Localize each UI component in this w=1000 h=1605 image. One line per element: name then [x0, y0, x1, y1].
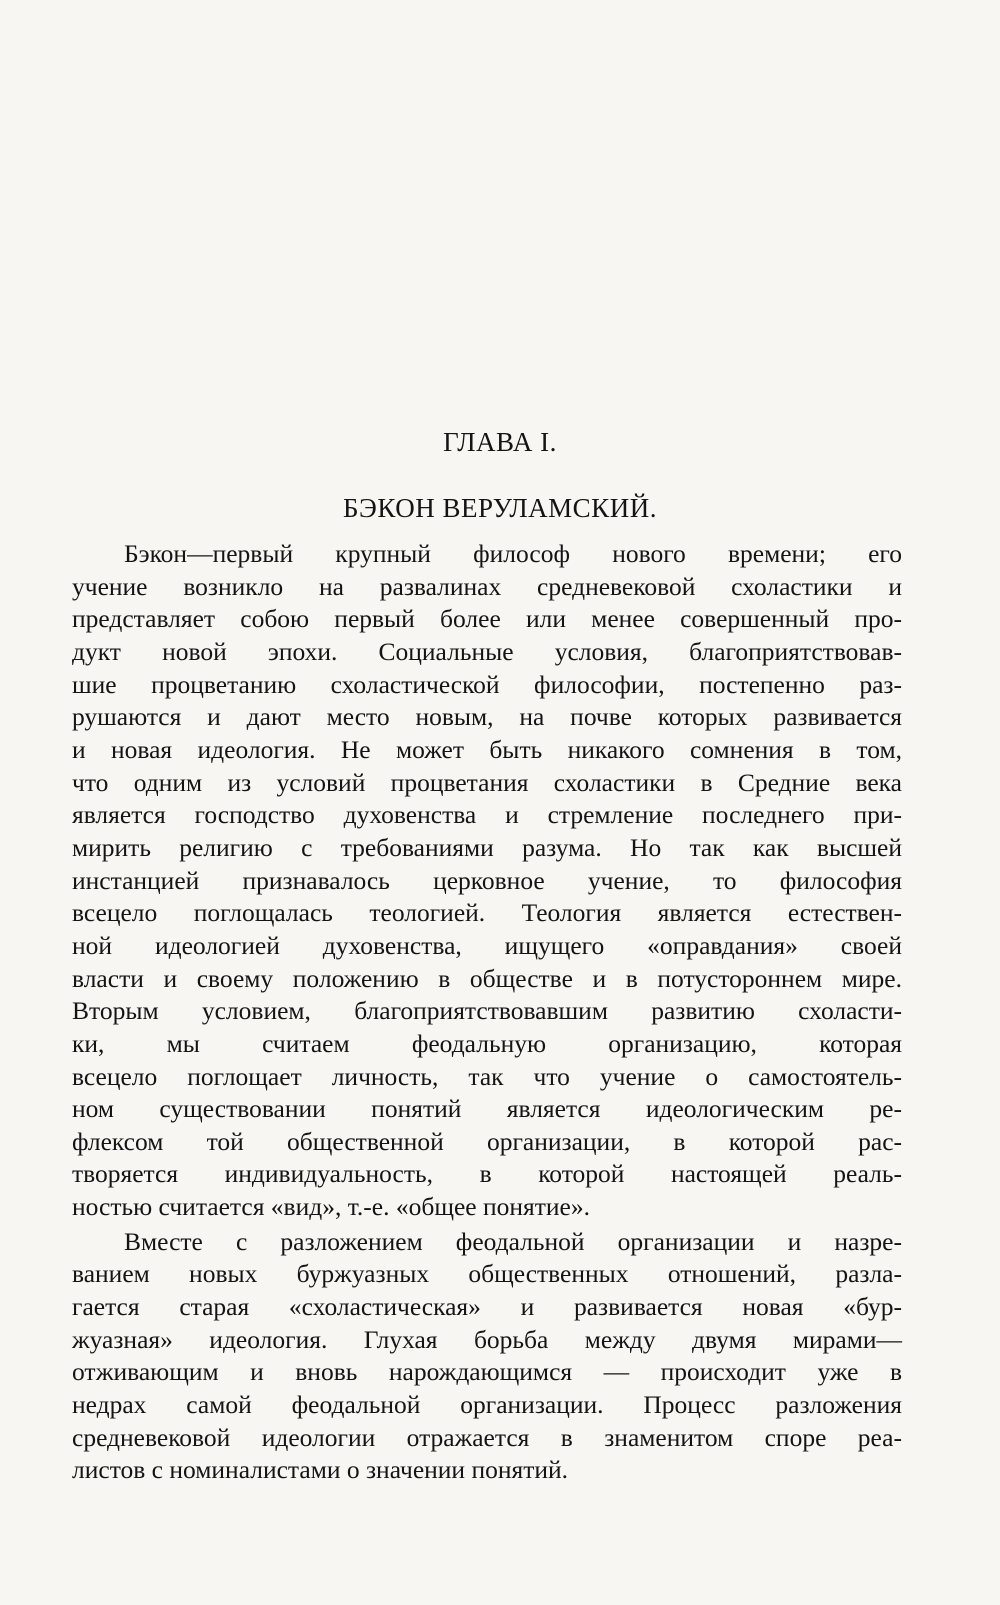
text-line: средневековой идеологии отражается в знаменитом споре реа-: [72, 1422, 902, 1452]
paragraph-1: [72, 538, 902, 1224]
text-line: и новая идеология. Не может быть никакого сомнения в том,: [72, 734, 902, 764]
text-line: является господство духовенства и стремление последнего при-: [72, 800, 902, 830]
text-line: творяется индивидуальность, в которой настоящей реаль-: [72, 1159, 902, 1189]
text-line: власти и своему положению в обществе и в потустороннем мире.: [72, 963, 902, 993]
text-line: инстанцией признавалось церковное учение, то философия: [72, 865, 902, 895]
text-line: Бэкон—первый крупный философ нового времени; его: [124, 539, 902, 568]
text-line: отживающим и вновь нарождающимся — происходит уже в: [72, 1357, 902, 1387]
text-line: всецело поглощает личность, так что учение о самостоятель-: [72, 1061, 902, 1091]
chapter-heading: ГЛАВА I.: [443, 427, 557, 457]
text-line: рушаются и дают место новым, на почве которых развивается: [72, 702, 902, 732]
text-line: листов с номиналистами о значении понятий.: [72, 1455, 569, 1485]
text-line: флексом той общественной организации, в которой рас-: [72, 1126, 902, 1156]
text-line: ки, мы считаем феодальную организацию, которая: [72, 1028, 902, 1058]
text-line: шие процветанию схоластической философии, постепенно раз-: [72, 669, 902, 699]
text-line: ной идеологией духовенства, ищущего «оправдания» своей: [72, 930, 902, 960]
chapter-title: БЭКОН ВЕРУЛАМСКИЙ.: [343, 493, 657, 523]
text-line: Вторым условием, благоприятствовавшим развитию схоласти-: [72, 996, 902, 1026]
text-line: что одним из условий процветания схоластики в Средние века: [72, 767, 902, 797]
text-line: жуазная» идеология. Глухая борьба между двумя мирами—: [72, 1324, 902, 1354]
text-line: мирить религию с требованиями разума. Но так как высшей: [72, 832, 902, 862]
paragraph-2: [72, 1226, 902, 1487]
body-text: [72, 538, 902, 1487]
text-line: ванием новых буржуазных общественных отношений, разла-: [72, 1259, 902, 1289]
text-line: учение возникло на развалинах средневековой схоластики и: [72, 571, 902, 601]
text-line: представляет собою первый более или менее совершенный про-: [72, 604, 902, 634]
text-line: дукт новой эпохи. Социальные условия, благоприятствовав-: [72, 636, 902, 666]
text-line: ностью считается «вид», т.-е. «общее понятие».: [72, 1192, 590, 1222]
text-line: недрах самой феодальной организации. Процесс разложения: [72, 1390, 902, 1420]
text-line: Вместе с разложением феодальной организации и назре-: [124, 1226, 902, 1256]
text-line: ном существовании понятий является идеологическим ре-: [72, 1094, 902, 1124]
text-line: гается старая «схоластическая» и развивается новая «бур-: [72, 1292, 902, 1322]
text-line: всецело поглощалась теологией. Теология является естествен-: [72, 898, 902, 928]
